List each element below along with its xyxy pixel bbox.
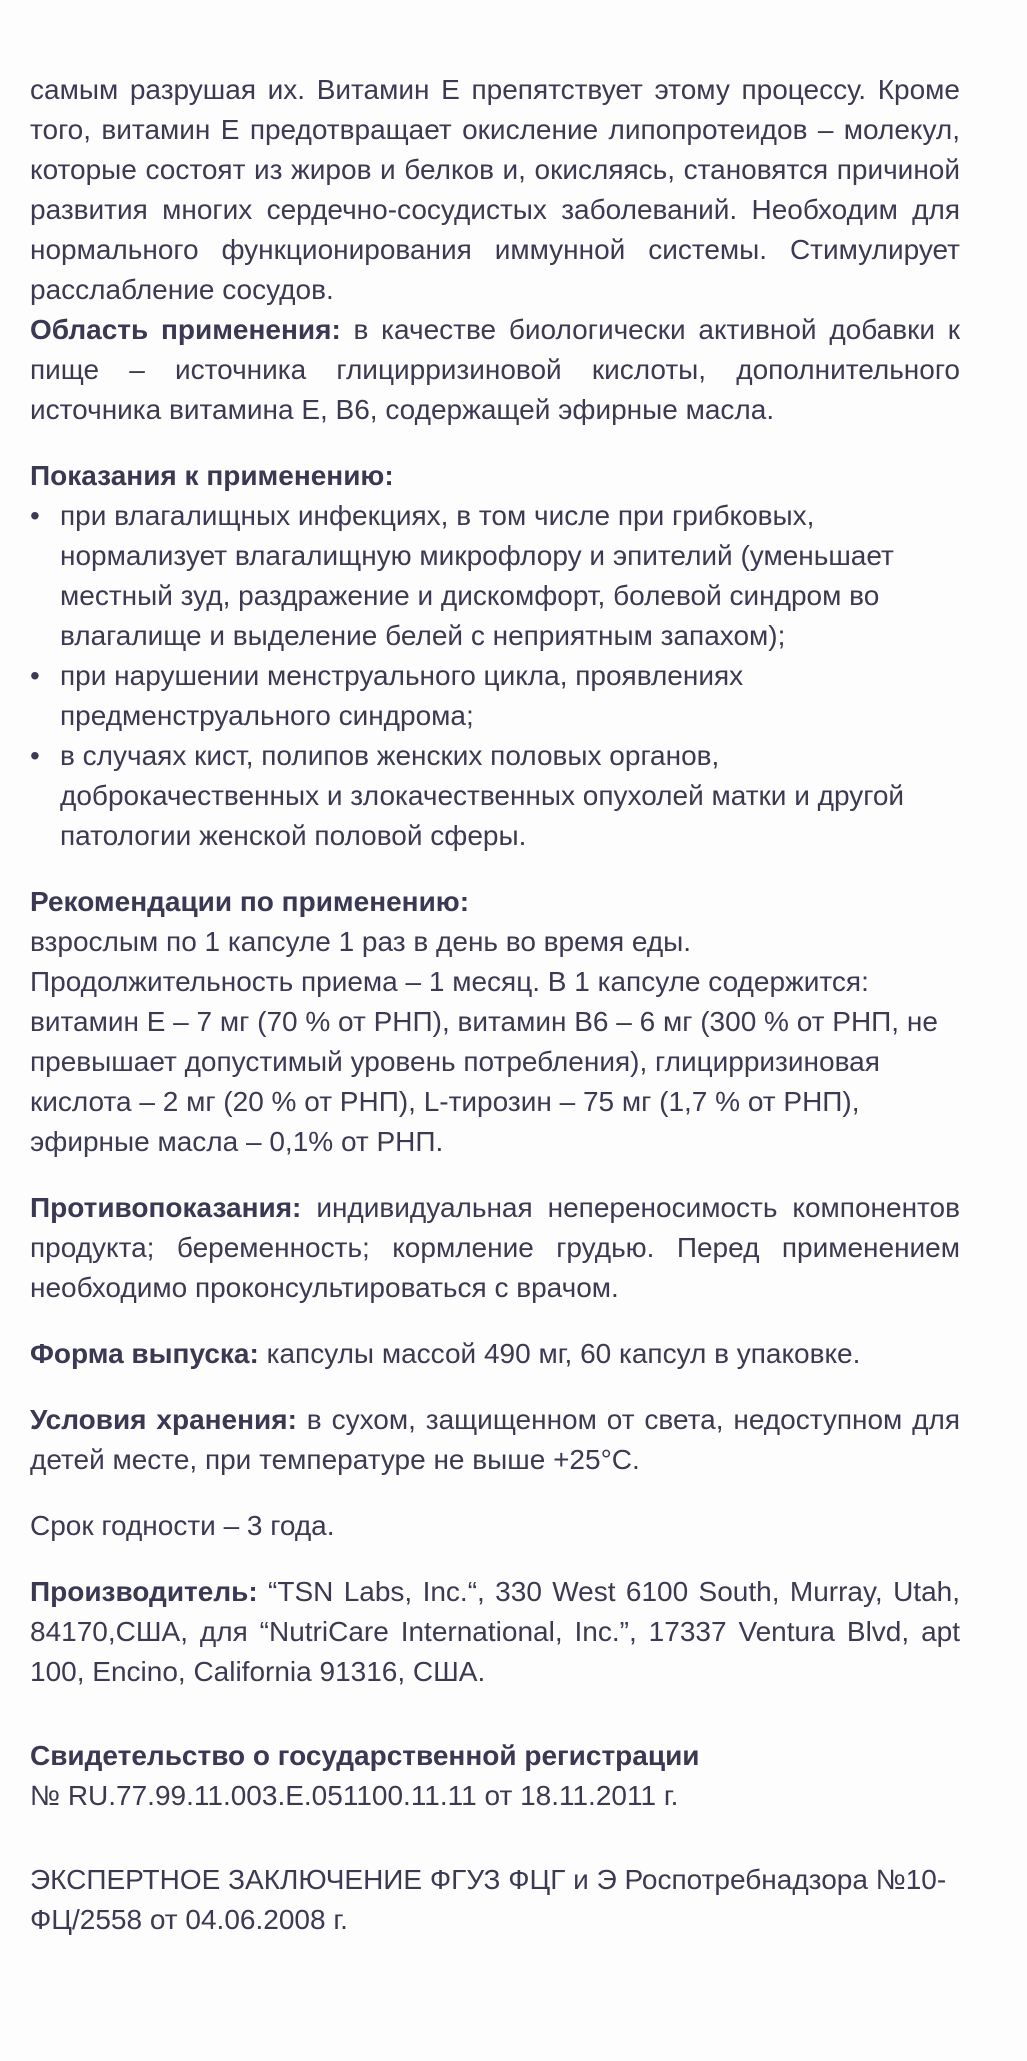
recommendations-heading: Рекомендации по применению: <box>30 886 470 917</box>
contraindications-label: Противопоказания: <box>30 1192 302 1223</box>
list-item <box>30 736 960 856</box>
indications-list <box>30 496 960 856</box>
list-item-text: при влагалищных инфекциях, в том числе при грибковых, нормализует влагалищную микрофлору и эпителий (уменьшает местный зуд, раздражение и дискомфорт, болевой синдром во влагалище и выделение белей с неприятным запахом); <box>60 500 894 651</box>
bullet-mark: • <box>30 500 40 531</box>
manufacturer-label: Производитель: <box>30 1576 258 1607</box>
document-body <box>30 70 960 1966</box>
release-form-paragraph <box>30 1334 960 1374</box>
contraindications-paragraph <box>30 1188 960 1308</box>
contraindications-text: индивидуальная непереносимость компонентов продукта; беременность; кормление грудью. Перед применением необходимо проконсультироваться с врачом. <box>30 1192 960 1303</box>
scope-label: Область применения: <box>30 314 341 345</box>
storage-paragraph <box>30 1400 960 1480</box>
list-item <box>30 656 960 736</box>
list-item <box>30 496 960 656</box>
intro-paragraph: самым разрушая их. Витамин Е препятствует этому процессу. Кроме того, витамин Е предотвращает окисление липопротеидов – молекул, которые состоят из жиров и белков и, окисляясь, становятся причиной развития многих сердечно-сосудистых заболеваний. Необходим для нормального функционирования иммунной системы. Стимулирует расслабление сосудов. <box>30 74 960 305</box>
scope-section <box>30 310 960 430</box>
release-form-section <box>30 1334 960 1374</box>
list-item-text: в случаях кист, полипов женских половых органов, доброкачественных и злокачественных опухолей матки и другой патологии женской половой сферы. <box>60 740 905 851</box>
scope-text: в качестве биологически активной добавки к пище – источника глицирризиновой кислоты, дополнительного источника витамина Е, В6, содержащей эфирные масла. <box>30 314 960 425</box>
storage-section <box>30 1400 960 1480</box>
bullet-mark: • <box>30 660 40 691</box>
shelf-life-section <box>30 1506 960 1546</box>
contraindications-section <box>30 1188 960 1308</box>
registration-section <box>30 1736 960 1816</box>
bullet-mark: • <box>30 740 40 771</box>
recommendations-section <box>30 882 960 1162</box>
shelf-life-text: Срок годности – 3 года. <box>30 1510 335 1541</box>
recommendations-text: взрослым по 1 капсуле 1 раз в день во время еды. Продолжительность приема – 1 месяц. В 1 капсуле содержится: витамин Е – 7 мг (70 % от РНП), витамин В6 – 6 мг (300 % от РНП, не превышает допустимый уровень потребления), глицирризиновая кислота – 2 мг (20 % от РНП), L-тирозин – 75 мг (1,7 % от РНП), эфирные масла – 0,1% от РНП. <box>30 926 938 1157</box>
indications-section <box>30 456 960 856</box>
registration-heading: Свидетельство о государственной регистрации <box>30 1740 700 1771</box>
manufacturer-section <box>30 1572 960 1692</box>
release-form-text: капсулы массой 490 мг, 60 капсул в упаковке. <box>258 1338 861 1369</box>
indications-heading: Показания к применению: <box>30 460 394 491</box>
storage-text: в сухом, защищенном от света, недоступном для детей месте, при температуре не выше +25°С. <box>30 1404 960 1475</box>
expert-conclusion-section <box>30 1860 960 1940</box>
expert-conclusion-text: ЭКСПЕРТНОЕ ЗАКЛЮЧЕНИЕ ФГУЗ ФЦГ и Э Роспотребнадзора №10-ФЦ/2558 от 04.06.2008 г. <box>30 1864 947 1935</box>
registration-number: № RU.77.99.11.003.Е.051100.11.11 от 18.11.2011 г. <box>30 1780 679 1811</box>
list-item-text: при нарушении менструального цикла, проявлениях предменструального синдрома; <box>60 660 744 731</box>
storage-label: Условия хранения: <box>30 1404 297 1435</box>
manufacturer-text: “TSN Labs, Inc.“, 330 West 6100 South, Murray, Utah, 84170,США, для “NutriCare International, Inc.”, 17337 Ventura Blvd, apt 100, Encino, California 91316, США. <box>30 1576 960 1687</box>
manufacturer-paragraph <box>30 1572 960 1692</box>
scope-paragraph <box>30 310 960 430</box>
release-form-label: Форма выпуска: <box>30 1338 259 1369</box>
